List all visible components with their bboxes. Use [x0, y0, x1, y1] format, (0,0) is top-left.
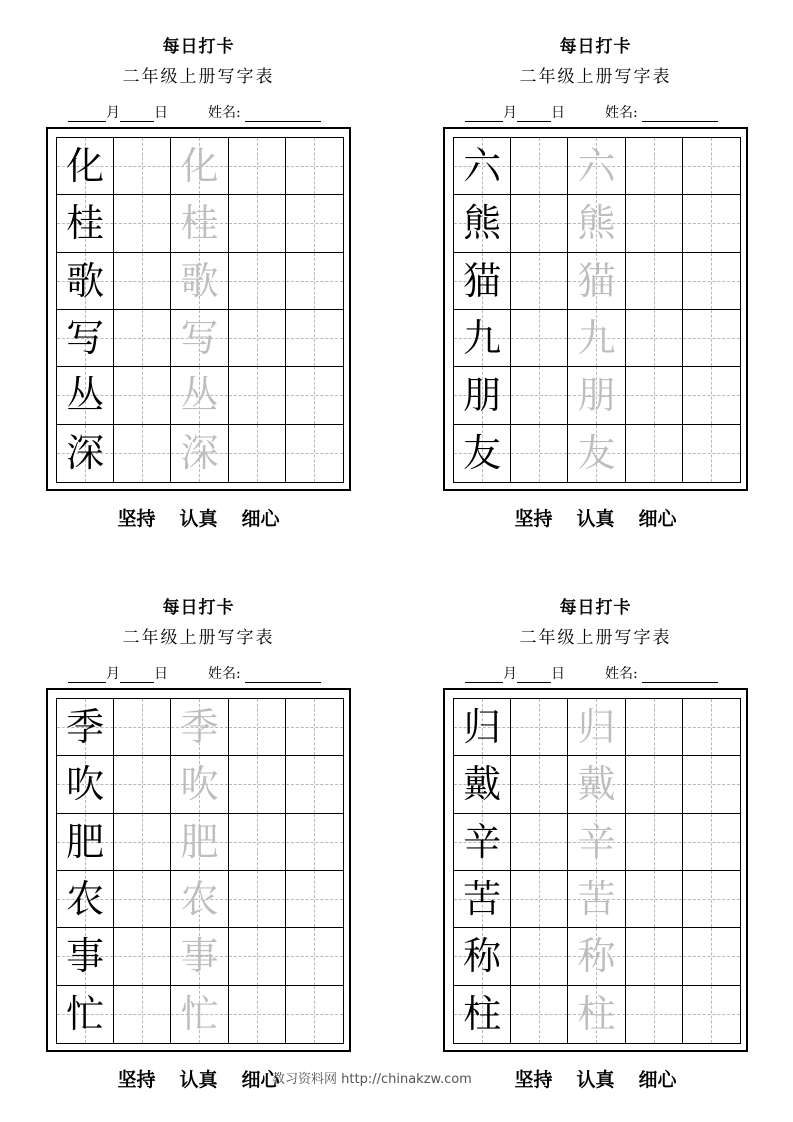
writing-cell[interactable] — [511, 195, 568, 252]
model-character: 柱 — [463, 992, 502, 1037]
trace-character: 柱 — [577, 992, 616, 1037]
month-label: 月 — [503, 105, 517, 121]
writing-cell[interactable] — [626, 195, 683, 252]
model-character: 六 — [463, 144, 502, 189]
writing-cell[interactable] — [286, 986, 343, 1043]
writing-cell[interactable] — [626, 425, 683, 482]
writing-cell[interactable] — [454, 928, 511, 985]
practice-sheet — [46, 561, 351, 1091]
motto-word: 认真 — [179, 1069, 218, 1091]
writing-cell[interactable] — [286, 425, 343, 482]
writing-cell[interactable] — [511, 928, 568, 985]
writing-cell[interactable] — [511, 253, 568, 310]
writing-cell[interactable] — [286, 699, 343, 756]
motto-word: 细心 — [241, 508, 280, 530]
writing-cell[interactable] — [568, 928, 625, 985]
model-character: 辛 — [463, 819, 502, 864]
writing-cell[interactable] — [683, 367, 740, 424]
motto-word: 坚持 — [117, 508, 156, 530]
writing-cell[interactable] — [171, 699, 228, 756]
writing-cell[interactable] — [286, 756, 343, 813]
writing-cell[interactable] — [568, 814, 625, 871]
writing-cell[interactable] — [626, 699, 683, 756]
writing-cell[interactable] — [229, 814, 286, 871]
writing-cell[interactable] — [171, 986, 228, 1043]
model-character: 写 — [66, 316, 105, 361]
day-blank[interactable] — [517, 107, 551, 122]
trace-character: 六 — [577, 144, 616, 189]
writing-cell[interactable] — [286, 871, 343, 928]
writing-cell[interactable] — [626, 814, 683, 871]
writing-cell[interactable] — [229, 699, 286, 756]
writing-cell[interactable] — [683, 928, 740, 985]
day-label: 日 — [154, 105, 168, 121]
date-name-line — [465, 102, 718, 122]
writing-cell[interactable] — [683, 425, 740, 482]
writing-cell[interactable] — [57, 814, 114, 871]
writing-cell[interactable] — [286, 814, 343, 871]
writing-cell[interactable] — [454, 253, 511, 310]
trace-character: 肥 — [180, 819, 219, 864]
model-character: 忙 — [66, 992, 105, 1037]
trace-character: 忙 — [180, 992, 219, 1037]
model-character: 苦 — [463, 877, 502, 922]
writing-cell[interactable] — [57, 310, 114, 367]
writing-cell[interactable] — [57, 425, 114, 482]
writing-cell[interactable] — [114, 253, 171, 310]
writing-cell[interactable] — [511, 138, 568, 195]
trace-character: 事 — [180, 934, 219, 979]
motto-word: 认真 — [576, 1069, 615, 1091]
trace-character: 桂 — [180, 201, 219, 246]
trace-character: 写 — [180, 316, 219, 361]
sheet-title: 每日打卡 — [162, 37, 235, 57]
trace-character: 季 — [180, 705, 219, 750]
writing-cell[interactable] — [511, 367, 568, 424]
writing-cell[interactable] — [57, 367, 114, 424]
practice-sheet — [443, 561, 748, 1091]
writing-cell[interactable] — [511, 699, 568, 756]
model-character: 吹 — [66, 762, 105, 807]
writing-cell[interactable] — [626, 310, 683, 367]
writing-cell[interactable] — [171, 814, 228, 871]
writing-cell[interactable] — [171, 425, 228, 482]
writing-cell[interactable] — [57, 138, 114, 195]
model-character: 事 — [66, 934, 105, 979]
writing-cell[interactable] — [171, 928, 228, 985]
writing-cell[interactable] — [286, 195, 343, 252]
writing-cell[interactable] — [114, 871, 171, 928]
writing-cell[interactable] — [114, 310, 171, 367]
sheet-title: 每日打卡 — [559, 37, 632, 57]
model-character: 桂 — [66, 201, 105, 246]
trace-character: 称 — [577, 934, 616, 979]
writing-cell[interactable] — [626, 253, 683, 310]
trace-character: 九 — [577, 316, 616, 361]
trace-character: 戴 — [577, 762, 616, 807]
writing-grid-frame — [443, 688, 748, 1052]
trace-character: 辛 — [577, 819, 616, 864]
trace-character: 朋 — [577, 373, 616, 418]
sheet-title: 每日打卡 — [162, 598, 235, 618]
writing-cell[interactable] — [114, 928, 171, 985]
trace-character: 熊 — [577, 201, 616, 246]
writing-cell[interactable] — [683, 871, 740, 928]
day-blank[interactable] — [517, 668, 551, 683]
writing-cell[interactable] — [454, 871, 511, 928]
sheet-subtitle: 二年级上册写字表 — [122, 628, 275, 648]
writing-cell[interactable] — [171, 138, 228, 195]
practice-sheet — [443, 0, 748, 530]
writing-grid — [453, 137, 741, 483]
writing-cell[interactable] — [568, 699, 625, 756]
sheet-title: 每日打卡 — [559, 598, 632, 618]
writing-cell[interactable] — [454, 367, 511, 424]
model-character: 戴 — [463, 762, 502, 807]
writing-cell[interactable] — [114, 756, 171, 813]
writing-cell[interactable] — [114, 367, 171, 424]
motto-word: 认真 — [179, 508, 218, 530]
date-name-line — [465, 663, 718, 683]
month-label: 月 — [503, 666, 517, 682]
name-label: 姓名: — [208, 666, 241, 682]
writing-cell[interactable] — [454, 699, 511, 756]
writing-grid — [453, 698, 741, 1044]
motto — [443, 504, 748, 531]
writing-cell[interactable] — [171, 253, 228, 310]
writing-cell[interactable] — [171, 367, 228, 424]
month-blank[interactable] — [68, 668, 106, 683]
trace-character: 化 — [180, 144, 219, 189]
writing-cell[interactable] — [454, 195, 511, 252]
writing-cell[interactable] — [454, 138, 511, 195]
model-character: 歌 — [66, 258, 105, 303]
day-blank[interactable] — [120, 107, 154, 122]
model-character: 农 — [66, 877, 105, 922]
writing-cell[interactable] — [683, 253, 740, 310]
writing-cell[interactable] — [511, 814, 568, 871]
motto-word: 坚持 — [117, 1069, 156, 1091]
sheet-subtitle: 二年级上册写字表 — [519, 67, 672, 87]
writing-cell[interactable] — [568, 253, 625, 310]
writing-cell[interactable] — [454, 986, 511, 1043]
writing-cell[interactable] — [114, 425, 171, 482]
writing-cell[interactable] — [568, 871, 625, 928]
writing-cell[interactable] — [114, 986, 171, 1043]
writing-cell[interactable] — [229, 195, 286, 252]
writing-cell[interactable] — [626, 928, 683, 985]
trace-character: 农 — [180, 877, 219, 922]
name-blank[interactable] — [642, 107, 718, 122]
writing-cell[interactable] — [454, 425, 511, 482]
month-blank[interactable] — [68, 107, 106, 122]
writing-cell[interactable] — [683, 310, 740, 367]
writing-cell[interactable] — [511, 425, 568, 482]
writing-cell[interactable] — [454, 756, 511, 813]
name-label: 姓名: — [208, 105, 241, 121]
model-character: 朋 — [463, 373, 502, 418]
writing-cell[interactable] — [568, 425, 625, 482]
model-character: 友 — [463, 431, 502, 476]
name-label: 姓名: — [605, 105, 638, 121]
date-name-line — [68, 663, 321, 683]
writing-cell[interactable] — [171, 310, 228, 367]
writing-cell[interactable] — [511, 756, 568, 813]
writing-cell[interactable] — [454, 814, 511, 871]
writing-cell[interactable] — [568, 310, 625, 367]
month-blank[interactable] — [465, 107, 503, 122]
writing-cell[interactable] — [568, 195, 625, 252]
day-label: 日 — [154, 666, 168, 682]
writing-grid — [56, 137, 344, 483]
motto-word: 细心 — [638, 1069, 677, 1091]
model-character: 称 — [463, 934, 502, 979]
month-label: 月 — [106, 105, 120, 121]
writing-cell[interactable] — [229, 310, 286, 367]
writing-cell[interactable] — [286, 253, 343, 310]
writing-cell[interactable] — [57, 756, 114, 813]
day-label: 日 — [551, 105, 565, 121]
writing-cell[interactable] — [683, 814, 740, 871]
writing-cell[interactable] — [568, 756, 625, 813]
writing-cell[interactable] — [171, 871, 228, 928]
model-character: 肥 — [66, 819, 105, 864]
writing-cell[interactable] — [114, 814, 171, 871]
trace-character: 歌 — [180, 258, 219, 303]
model-character: 九 — [463, 316, 502, 361]
writing-cell[interactable] — [626, 367, 683, 424]
writing-cell[interactable] — [683, 756, 740, 813]
writing-cell[interactable] — [171, 195, 228, 252]
writing-grid-frame — [443, 127, 748, 491]
motto — [46, 504, 351, 531]
name-blank[interactable] — [245, 107, 321, 122]
writing-cell[interactable] — [511, 986, 568, 1043]
writing-cell[interactable] — [286, 928, 343, 985]
writing-cell[interactable] — [229, 986, 286, 1043]
writing-cell[interactable] — [114, 138, 171, 195]
practice-sheet — [46, 0, 351, 530]
trace-character: 苦 — [577, 877, 616, 922]
trace-character: 猫 — [577, 258, 616, 303]
writing-cell[interactable] — [286, 310, 343, 367]
watermark: 教习资料网 http://chinakzw.com — [272, 1072, 472, 1087]
writing-cell[interactable] — [568, 367, 625, 424]
model-character: 归 — [463, 705, 502, 750]
model-character: 猫 — [463, 258, 502, 303]
writing-cell[interactable] — [229, 425, 286, 482]
writing-cell[interactable] — [57, 871, 114, 928]
writing-cell[interactable] — [229, 756, 286, 813]
writing-cell[interactable] — [626, 756, 683, 813]
writing-cell[interactable] — [229, 871, 286, 928]
model-character: 化 — [66, 144, 105, 189]
date-name-line — [68, 102, 321, 122]
writing-cell[interactable] — [229, 928, 286, 985]
trace-character: 深 — [180, 431, 219, 476]
writing-cell[interactable] — [57, 195, 114, 252]
writing-cell[interactable] — [229, 367, 286, 424]
month-blank[interactable] — [465, 668, 503, 683]
writing-cell[interactable] — [454, 310, 511, 367]
writing-cell[interactable] — [114, 195, 171, 252]
writing-cell[interactable] — [683, 986, 740, 1043]
writing-cell[interactable] — [57, 928, 114, 985]
writing-cell[interactable] — [57, 986, 114, 1043]
writing-cell[interactable] — [511, 310, 568, 367]
writing-grid-frame — [46, 688, 351, 1052]
day-blank[interactable] — [120, 668, 154, 683]
model-character: 深 — [66, 431, 105, 476]
sheet-subtitle: 二年级上册写字表 — [519, 628, 672, 648]
name-label: 姓名: — [605, 666, 638, 682]
writing-cell[interactable] — [286, 367, 343, 424]
name-blank[interactable] — [642, 668, 718, 683]
motto-word: 细心 — [638, 508, 677, 530]
name-blank[interactable] — [245, 668, 321, 683]
writing-cell[interactable] — [57, 253, 114, 310]
sheet-subtitle: 二年级上册写字表 — [122, 67, 275, 87]
writing-cell[interactable] — [683, 138, 740, 195]
trace-character: 归 — [577, 705, 616, 750]
writing-cell[interactable] — [229, 138, 286, 195]
trace-character: 丛 — [180, 373, 219, 418]
writing-cell[interactable] — [683, 195, 740, 252]
writing-cell[interactable] — [114, 699, 171, 756]
writing-cell[interactable] — [286, 138, 343, 195]
motto — [443, 1065, 748, 1092]
writing-cell[interactable] — [683, 699, 740, 756]
day-label: 日 — [551, 666, 565, 682]
writing-cell[interactable] — [229, 253, 286, 310]
writing-cell[interactable] — [626, 986, 683, 1043]
motto-word: 坚持 — [514, 508, 553, 530]
writing-cell[interactable] — [511, 871, 568, 928]
month-label: 月 — [106, 666, 120, 682]
writing-cell[interactable] — [626, 871, 683, 928]
writing-cell[interactable] — [57, 699, 114, 756]
writing-cell[interactable] — [568, 986, 625, 1043]
writing-cell[interactable] — [626, 138, 683, 195]
writing-grid-frame — [46, 127, 351, 491]
writing-cell[interactable] — [171, 756, 228, 813]
writing-cell[interactable] — [568, 138, 625, 195]
motto-word: 认真 — [576, 508, 615, 530]
writing-grid — [56, 698, 344, 1044]
trace-character: 友 — [577, 431, 616, 476]
model-character: 熊 — [463, 201, 502, 246]
motto-word: 坚持 — [514, 1069, 553, 1091]
motto-word: 细心 — [241, 1069, 280, 1091]
model-character: 季 — [66, 705, 105, 750]
model-character: 丛 — [66, 373, 105, 418]
trace-character: 吹 — [180, 762, 219, 807]
